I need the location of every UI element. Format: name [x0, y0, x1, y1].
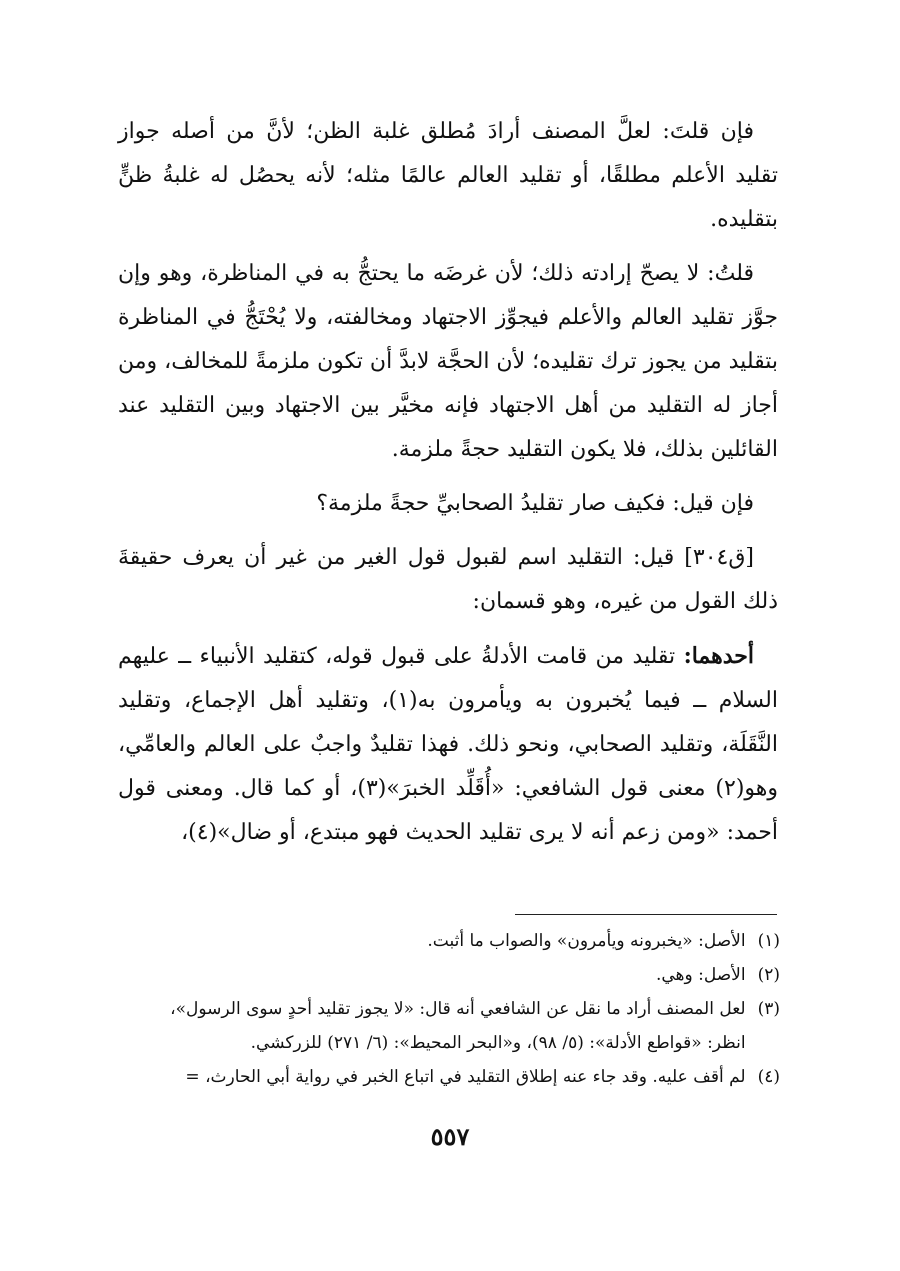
- footnote-number: (٢): [757, 965, 780, 985]
- footnotes: [118, 924, 780, 1094]
- main-text: [118, 110, 778, 865]
- footnote-number: (٤): [757, 1067, 780, 1087]
- paragraph-5-lead: أحدهما:: [683, 643, 754, 669]
- footnote-2: [118, 958, 780, 992]
- footnote-text-wrapper: [118, 992, 746, 1060]
- paragraph-5: [118, 634, 778, 855]
- paragraph-3: فإن قيل: فكيف صار تقليدُ الصحابيِّ حجةً ملزمة؟: [316, 491, 754, 516]
- footnote-divider: [515, 914, 777, 915]
- footnote-text: الأصل: وهي.: [655, 965, 746, 985]
- footnote-number: (١): [757, 931, 780, 951]
- footnote-1: [118, 924, 780, 958]
- paragraph-1: فإن قلتَ: لعلَّ المصنف أرادَ مُطلق غلبة الظن؛ لأنَّ من أصله جواز تقليد الأعلم مطلقًا، أو تقليد العالم عالمًا مثله؛ لأنه يحصُل له غلبةُ ظنٍّ بتقليده.: [118, 119, 778, 232]
- footnote-continuation: انظر: «قواطع الأدلة»: (٥/ ٩٨)، و«البحر المحيط»: (٦/ ٢٧١) للزركشي.: [250, 1033, 746, 1053]
- footnote-text: لعل المصنف أراد ما نقل عن الشافعي أنه قال: «لا يجوز تقليد أحدٍ سوى الرسول»،: [170, 999, 746, 1019]
- page-number: ٥٥٧: [430, 1122, 470, 1151]
- paragraph-4: [ق٣٠٤] قيل: التقليد اسم لقبول قول الغير من غير أن يعرف حقيقةَ ذلك القول من غيره، وهو قسمان:: [118, 545, 778, 614]
- paragraph-2: قلتُ: لا يصحّ إرادته ذلك؛ لأن غرضَه ما يحتجُّ به في المناظرة، وهو وإن جوَّز تقليد العالم والأعلم فيجوِّز الاجتهاد ومخالفته، ولا يُحْتَجُّ في المناظرة بتقليد من يجوز ترك تقليده؛ لأن الحجَّة لابدَّ أن تكون ملزمةً للمخالف، ومن أجاز له التقليد من أهل الاجتهاد فإنه مخيَّر بين الاجتهاد وبين التقليد عند القائلين بذلك، فلا يكون التقليد حجةً ملزمة.: [118, 261, 778, 462]
- footnote-number: (٣): [757, 999, 780, 1019]
- footnote-3: [118, 992, 780, 1060]
- footnote-text: لم أقف عليه. وقد جاء عنه إطلاق التقليد في اتباع الخبر في رواية أبي الحارث، =: [185, 1067, 746, 1087]
- footnote-4: [118, 1060, 780, 1094]
- footnote-text: الأصل: «يخبرونه ويأمرون» والصواب ما أثبت.: [427, 931, 746, 951]
- paragraph-5-text: تقليد من قامت الأدلةُ على قبول قوله، كتقليد الأنبياء ــ عليهم السلام ــ فيما يُخبرون به ويأمرون به(١)، وتقليد أهل الإجماع، وتقليد النَّقَلَة، وتقليد الصحابي، ونحو ذلك. فهذا تقليدٌ واجبٌ على العالم والعامِّي، وهو(٢) معنى قول الشافعي: «أُقَلِّد الخبرَ»(٣)، أو كما قال. ومعنى قول أحمد: «ومن زعم أنه لا يرى تقليد الحديث فهو مبتدع، أو ضال»(٤)،: [118, 644, 778, 845]
